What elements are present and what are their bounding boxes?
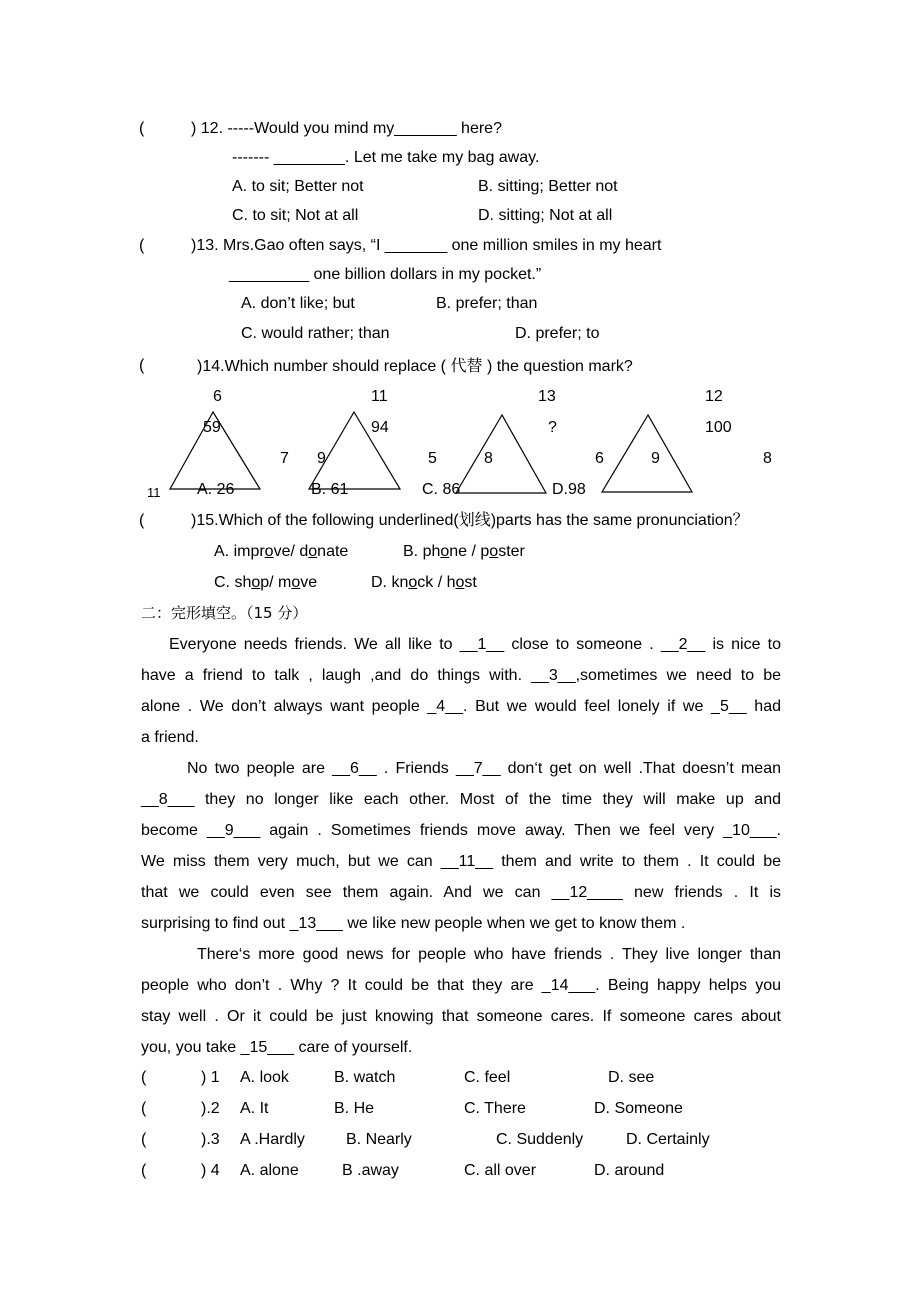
underlined-letter: o — [455, 574, 465, 591]
opt3-a: A .Hardly — [240, 1131, 305, 1148]
triangle-3-left: 8 — [484, 450, 493, 467]
text-segment: st — [464, 574, 477, 591]
opt1-a: A. look — [240, 1069, 289, 1086]
q12-option-a: A. to sit; Better not — [232, 178, 364, 195]
text-segment: ne / p — [449, 543, 490, 560]
opt2-c: C. There — [464, 1100, 526, 1117]
q15-stem: )15.Which of the following underlined(划线)parts has the same pronunciation？ — [191, 512, 749, 529]
triangle-3-top: 13 — [538, 388, 556, 405]
triangle-3 — [456, 415, 546, 493]
q14-stem-chinese: 代替 — [450, 356, 483, 375]
q13-option-c: C. would rather; than — [241, 325, 390, 342]
opt3-bracket: ( — [141, 1131, 147, 1148]
q12-option-d: D. sitting; Not at all — [478, 207, 613, 224]
triangle-2-inner: 94 — [371, 419, 389, 436]
q14-option-a: A. 26 — [197, 481, 235, 498]
q15-option-a — [214, 542, 348, 562]
triangle-3-inner: ? — [548, 419, 557, 436]
passage-line: you, you take _15___ care of yourself. — [141, 1039, 413, 1056]
triangle-4-inner: 100 — [705, 419, 732, 436]
opt3-number: ).3 — [201, 1131, 220, 1148]
q15-option-d — [371, 573, 477, 593]
q15-bracket: ( — [139, 512, 145, 529]
opt1-number: ) 1 — [201, 1069, 220, 1086]
passage-line: people who don’t . Why ? It could be that they are _14___. Being happy helps you — [141, 977, 781, 994]
underlined-letter: o — [264, 543, 274, 560]
triangle-4-right: 8 — [763, 450, 772, 467]
opt4-c: C. all over — [464, 1162, 537, 1179]
passage-line: stay well . Or it could be just knowing that someone cares. If someone cares about — [141, 1008, 781, 1025]
text-segment: nate — [317, 543, 349, 560]
opt3-d: D. Certainly — [626, 1131, 710, 1148]
triangle-1-top: 6 — [213, 388, 222, 405]
opt4-number: ) 4 — [201, 1162, 220, 1179]
text-segment: p/ m — [260, 574, 292, 591]
underlined-letter: o — [408, 574, 418, 591]
opt4-b: B .away — [342, 1162, 399, 1179]
triangle-3-right: 6 — [595, 450, 604, 467]
q15-option-b — [403, 542, 525, 562]
opt1-c: C. feel — [464, 1069, 511, 1086]
opt2-a: A. It — [240, 1100, 269, 1117]
passage-line: have a friend to talk , laugh ,and do things with. __3__,sometimes we need to be — [141, 667, 781, 684]
opt2-b: B. He — [334, 1100, 375, 1117]
q15-option-c — [214, 573, 317, 593]
passage-line: a friend. — [141, 729, 199, 746]
triangle-4-top: 12 — [705, 388, 723, 405]
passage-line: that we could even see them again. And we can __12____ new friends . It is — [141, 884, 781, 901]
q14-option-d: D.98 — [552, 481, 586, 498]
opt1-d: D. see — [608, 1069, 655, 1086]
q14-stem-post: ) the question mark? — [486, 358, 633, 375]
triangle-4 — [602, 415, 692, 492]
q13-line2: _________ one billion dollars in my pocket.” — [229, 266, 542, 283]
passage-line: There‘s more good news for people who have friends . They live longer than — [197, 946, 781, 963]
opt3-b: B. Nearly — [346, 1131, 412, 1148]
q12-line2: ------- ________. Let me take my bag away. — [232, 149, 540, 166]
passage-line: __8___ they no longer like each other. Most of the time they will make up and — [141, 791, 781, 808]
triangle-2-right: 5 — [428, 450, 437, 467]
q13-stem: )13. Mrs.Gao often says, “I _______ one million smiles in my heart — [191, 237, 662, 254]
passage-line: We miss them very much, but we can __11__ them and write to them . It could be — [141, 853, 781, 870]
text-segment: ck / h — [417, 574, 456, 591]
opt4-a: A. alone — [240, 1162, 299, 1179]
q14-option-b: B. 61 — [311, 481, 349, 498]
q12-option-b: B. sitting; Better not — [478, 178, 618, 195]
text-segment: D. kn — [371, 574, 409, 591]
opt2-number: ).2 — [201, 1100, 220, 1117]
q13-option-a: A. don’t like; but — [241, 295, 355, 312]
underlined-letter: o — [291, 574, 301, 591]
q14-bracket: ( — [139, 357, 145, 374]
triangle-2-top: 11 — [371, 388, 388, 405]
triangle-4-left: 9 — [651, 450, 660, 467]
triangle-2-left: 9 — [317, 450, 326, 467]
text-segment: ve — [300, 574, 318, 591]
passage-line: alone . We don’t always want people _4__. But we would feel lonely if we _5__ had — [141, 698, 781, 715]
underlined-letter: o — [308, 543, 318, 560]
q13-option-b: B. prefer; than — [436, 295, 538, 312]
triangle-1-inner: 59 — [203, 419, 221, 436]
opt1-bracket: ( — [141, 1069, 147, 1086]
passage-line: No two people are __6__ . Friends __7__ don‘t get on well .That doesn’t mean — [187, 760, 781, 777]
text-segment: ve/ d — [273, 543, 309, 560]
triangle-1-right: 7 — [280, 450, 289, 467]
q12-bracket: ( — [139, 120, 145, 137]
text-segment: B. ph — [403, 543, 441, 560]
text-segment: ster — [498, 543, 525, 560]
passage-line: Everyone needs friends. We all like to __1__ close to someone . __2__ is nice to — [169, 636, 781, 653]
passage-line: become __9___ again . Sometimes friends move away. Then we feel very _10___. — [141, 822, 781, 839]
opt2-bracket: ( — [141, 1100, 147, 1117]
triangle-1-left: 11 — [147, 485, 161, 500]
text-segment: C. sh — [214, 574, 252, 591]
q14-stem-pre: )14.Which number should replace ( — [197, 358, 447, 375]
opt4-d: D. around — [594, 1162, 665, 1179]
underlined-letter: o — [489, 543, 499, 560]
opt4-bracket: ( — [141, 1162, 147, 1179]
text-segment: A. impr — [214, 543, 265, 560]
opt2-d: D. Someone — [594, 1100, 683, 1117]
passage-line: surprising to find out _13___ we like new people when we get to know them . — [141, 915, 686, 932]
opt3-c: C. Suddenly — [496, 1131, 584, 1148]
opt1-b: B. watch — [334, 1069, 396, 1086]
underlined-letter: o — [440, 543, 450, 560]
q13-option-d: D. prefer; to — [515, 325, 600, 342]
q12-option-c: C. to sit; Not at all — [232, 207, 359, 224]
q14-option-c: C. 86 — [422, 481, 461, 498]
section2-heading: 二：完形填空。（15 分） — [141, 604, 308, 622]
q12-stem: ) 12. -----Would you mind my_______ here? — [191, 120, 502, 137]
underlined-letter: o — [251, 574, 261, 591]
q13-bracket: ( — [139, 237, 145, 254]
